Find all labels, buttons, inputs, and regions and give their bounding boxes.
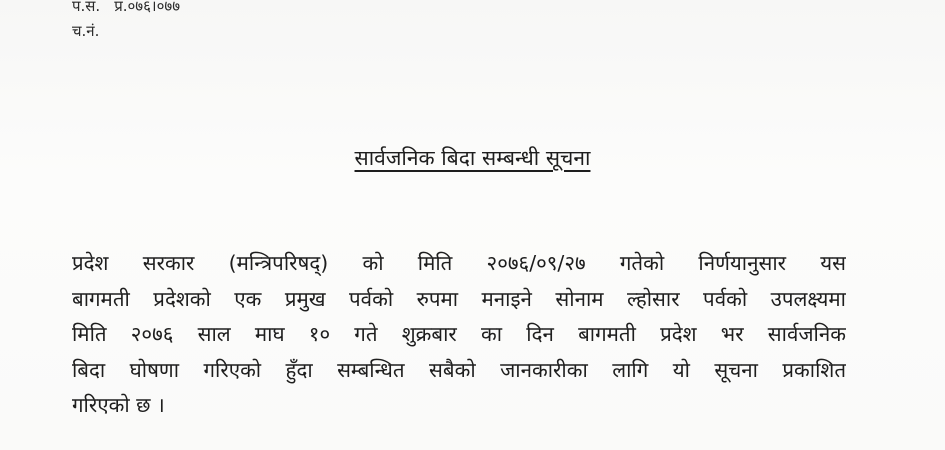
body-line-3: मिति २०७६ साल माघ १० गते शुक्रबार का दिन बागमती प्रदेश भर सार्वजनिक — [72, 322, 846, 346]
ps-label: प.स. — [72, 0, 101, 15]
cn-label: च.नं. — [72, 22, 100, 40]
notice-title — [0, 144, 945, 172]
reference-number — [72, 0, 180, 15]
body-line-2: बागमती प्रदेशको एक प्रमुख पर्वको रुपमा मनाइने सोनाम ल्होसार पर्वको उपलक्ष्यमा — [72, 286, 846, 311]
body-line-1: प्रदेश सरकार (मन्त्रिपरिषद्) को मिति २०७६/०९/२७ गतेको निर्णयानुसार यस — [72, 251, 846, 275]
ps-value: प्र.०७६।०७७ — [114, 0, 180, 15]
body-line-4: बिदा घोषणा गरिएको हुँदा सम्बन्धित सबैको जानकारीका लागि यो सूचना प्रकाशित — [72, 357, 846, 382]
notice-body — [72, 246, 846, 424]
notice-title-text: सार्वजनिक बिदा सम्बन्धी सूचना — [354, 146, 591, 170]
body-line-5: गरिएको छ । — [72, 393, 165, 417]
dispatch-number — [72, 22, 113, 40]
